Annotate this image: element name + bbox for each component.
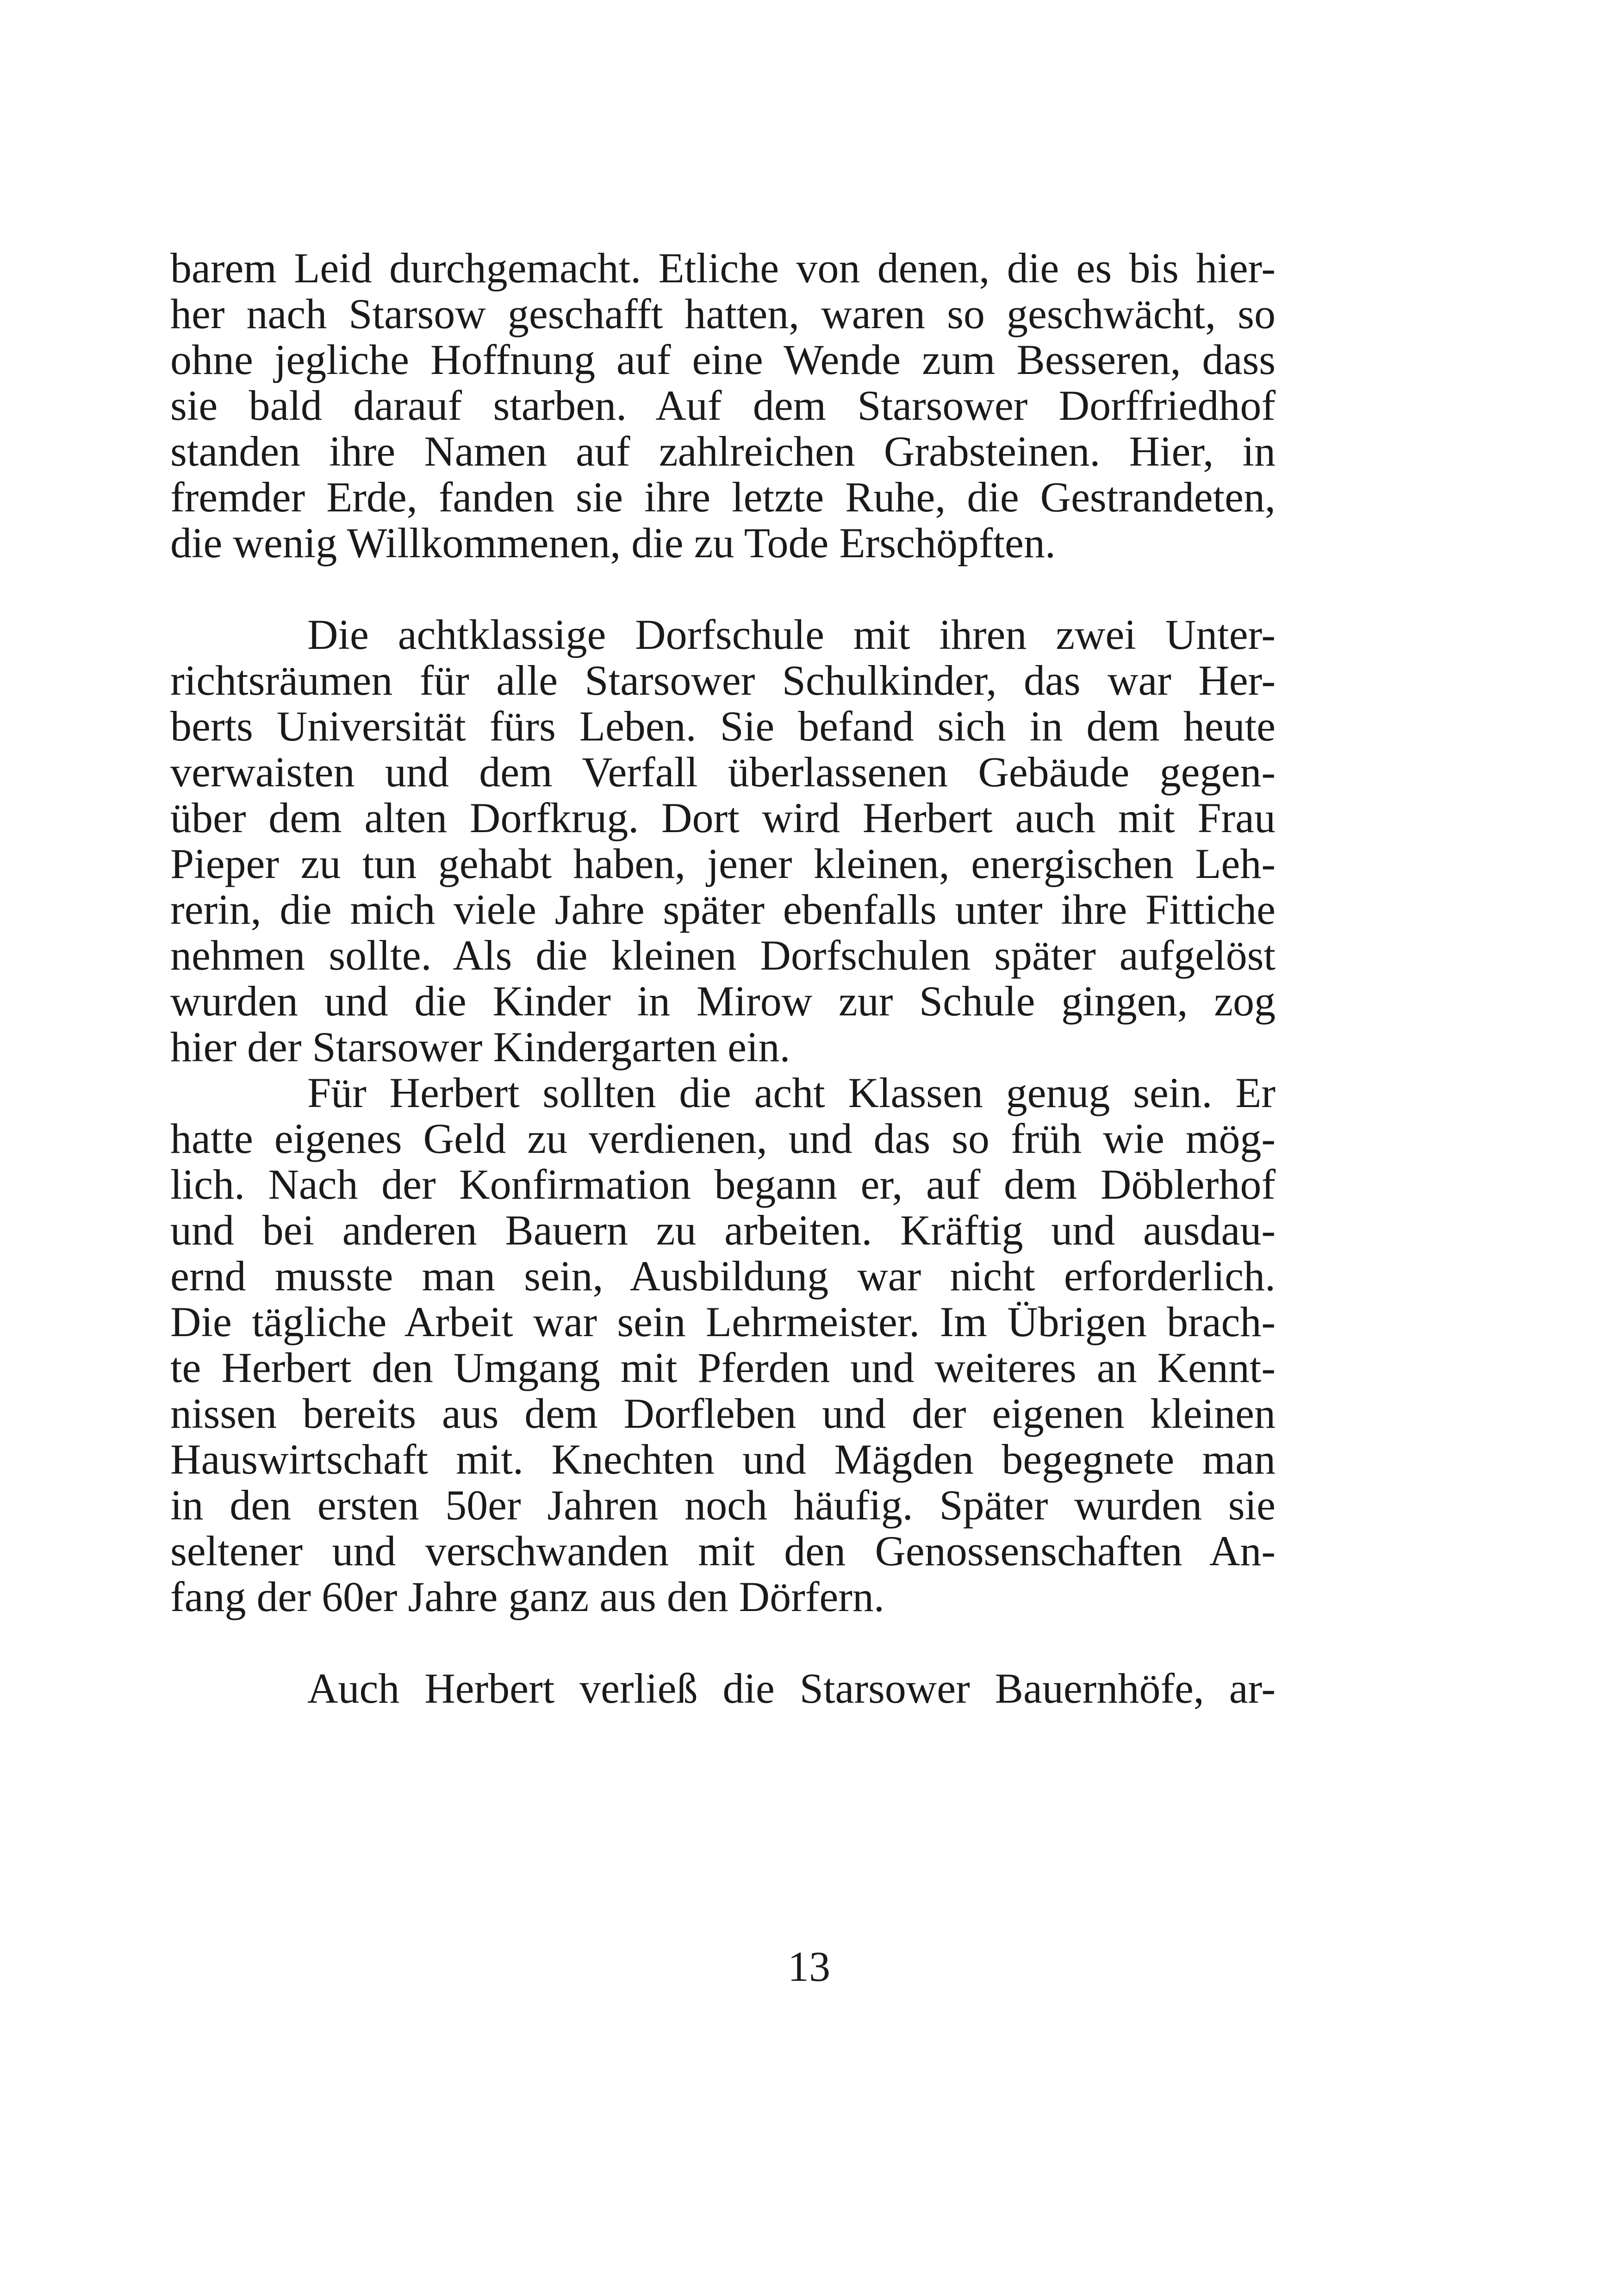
paragraph xyxy=(170,612,1276,1070)
text-line: te Herbert den Umgang mit Pferden und weiteres an Kennt- xyxy=(170,1344,1276,1391)
text-line: berts Universität fürs Leben. Sie befand sich in dem heute xyxy=(170,703,1276,750)
text-line: ernd musste man sein, Ausbildung war nicht erforderlich. xyxy=(170,1252,1276,1300)
text-line: Für Herbert sollten die acht Klassen genug sein. Er xyxy=(307,1069,1276,1116)
text-line: rerin, die mich viele Jahre später ebenfalls unter ihre Fittiche xyxy=(170,886,1276,933)
text-line: seltener und verschwanden mit den Genossenschaften An- xyxy=(170,1527,1276,1574)
text-line: fremder Erde, fanden sie ihre letzte Ruhe, die Gestrandeten, xyxy=(170,473,1276,521)
body-text xyxy=(170,245,1276,1711)
text-line: wurden und die Kinder in Mirow zur Schule gingen, zog xyxy=(170,977,1276,1025)
text-line: Auch Herbert verließ die Starsower Bauernhöfe, ar- xyxy=(307,1665,1276,1712)
text-line: Hauswirtschaft mit. Knechten und Mägden begegnete man xyxy=(170,1436,1276,1483)
text-line: nehmen sollte. Als die kleinen Dorfschulen später aufgelöst xyxy=(170,932,1276,979)
paragraph xyxy=(170,1070,1276,1620)
text-line: Die tägliche Arbeit war sein Lehrmeister. Im Übrigen brach- xyxy=(170,1298,1276,1345)
text-line: über dem alten Dorfkrug. Dort wird Herbert auch mit Frau xyxy=(170,794,1276,841)
text-line: fang der 60er Jahre ganz aus den Dörfern. xyxy=(170,1573,884,1620)
text-line: barem Leid durchgemacht. Etliche von denen, die es bis hier- xyxy=(170,244,1276,292)
text-line: lich. Nach der Konfirmation begann er, auf dem Döblerhof xyxy=(170,1161,1276,1208)
paragraph xyxy=(170,245,1276,566)
text-line: in den ersten 50er Jahren noch häufig. Später wurden sie xyxy=(170,1481,1276,1529)
text-line: nissen bereits aus dem Dorfleben und der eigenen kleinen xyxy=(170,1390,1276,1437)
text-line: die wenig Willkommenen, die zu Tode Erschöpften. xyxy=(170,519,1056,566)
text-line: und bei anderen Bauern zu arbeiten. Kräftig und ausdau- xyxy=(170,1207,1276,1254)
text-line: Pieper zu tun gehabt haben, jener kleinen, energischen Leh- xyxy=(170,840,1276,887)
text-line: her nach Starsow geschafft hatten, waren so geschwächt, so xyxy=(170,290,1276,337)
text-line: sie bald darauf starben. Auf dem Starsower Dorffriedhof xyxy=(170,382,1276,429)
text-line: hier der Starsower Kindergarten ein. xyxy=(170,1023,790,1070)
page-number: 13 xyxy=(788,1943,830,1990)
paragraph-gap xyxy=(170,1620,1276,1666)
text-line: standen ihre Namen auf zahlreichen Grabsteinen. Hier, in xyxy=(170,428,1276,475)
text-line: Die achtklassige Dorfschule mit ihren zwei Unter- xyxy=(307,611,1276,658)
text-line: verwaisten und dem Verfall überlassenen Gebäude gegen- xyxy=(170,748,1276,796)
paragraph-gap xyxy=(170,566,1276,612)
text-line: ohne jegliche Hoffnung auf eine Wende zum Besseren, dass xyxy=(170,336,1276,383)
paragraph xyxy=(170,1666,1276,1711)
text-line: richtsräumen für alle Starsower Schulkinder, das war Her- xyxy=(170,657,1276,704)
text-line: hatte eigenes Geld zu verdienen, und das so früh wie mög- xyxy=(170,1115,1276,1162)
